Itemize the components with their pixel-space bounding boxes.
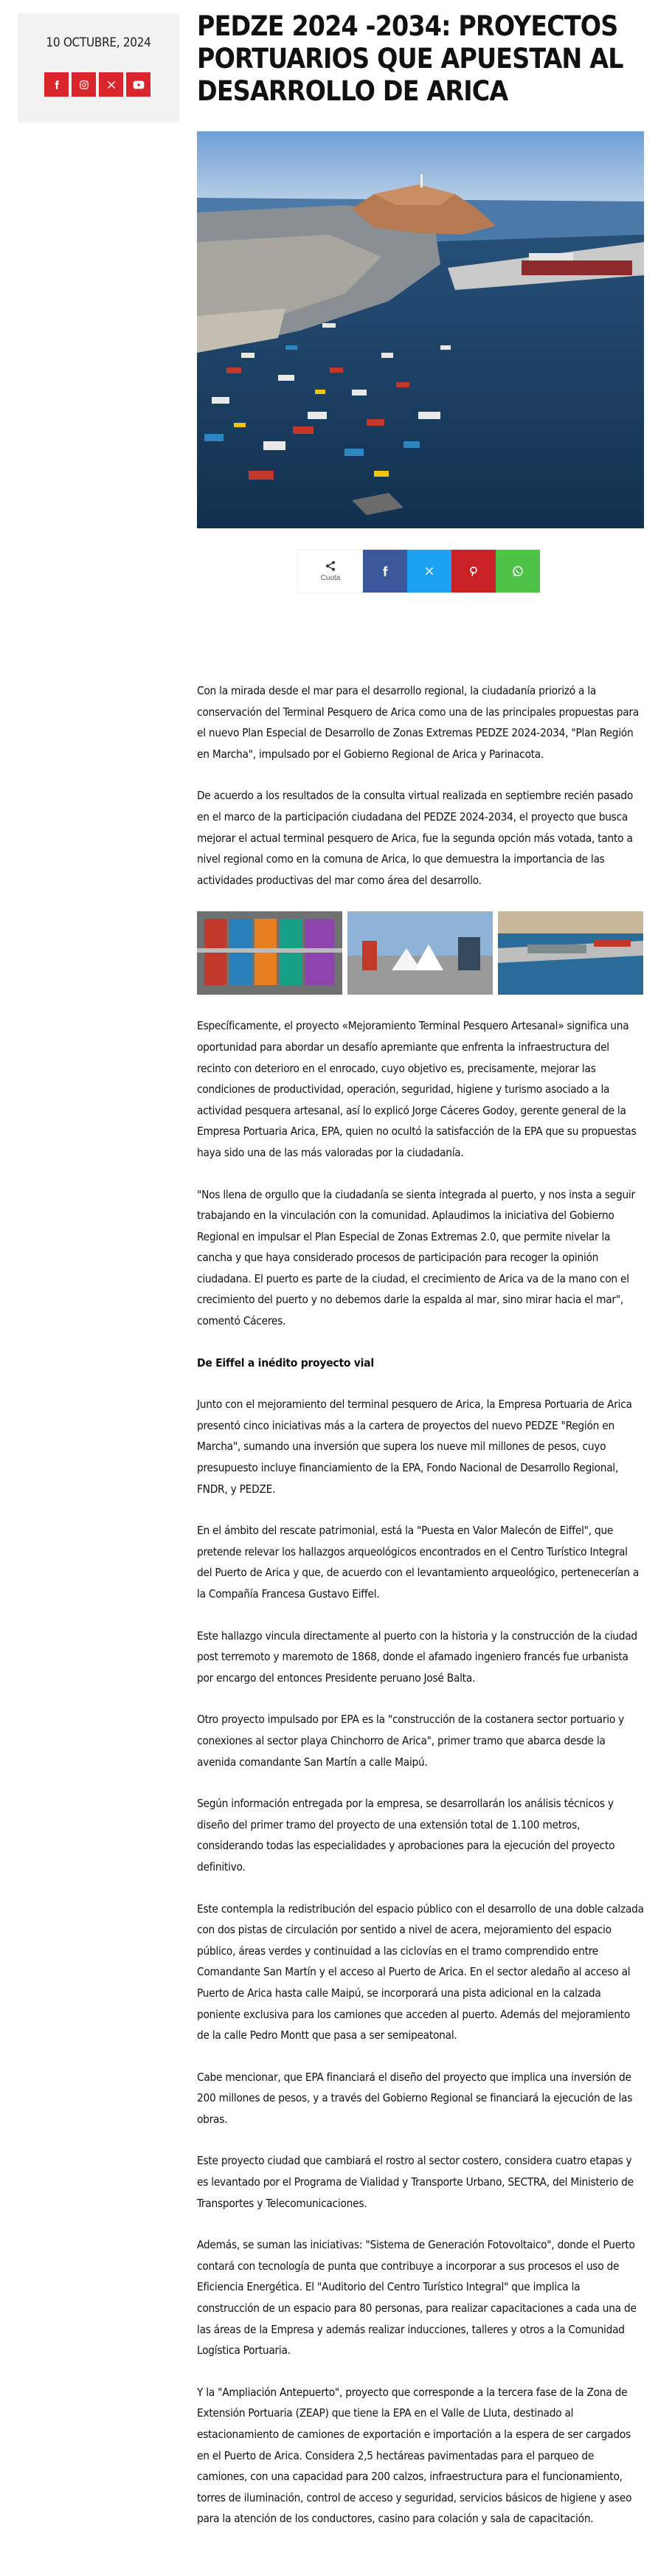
paragraph: Y la "Ampliación Antepuerto", proyecto que corresponde a la tercera fase de la Zona de Extensión Portuaria (ZEAP) que tiene la EPA en el Valle de Lluta, destinado al estacionamiento de camiones de exportación e importación a la espera de ser cargados en el Puerto de Arica. Considera 2,5 hectáreas pavimentadas para el parqueo de camiones, con una capacidad para 200 calzos, infraestructura para el funcionamiento, torres de iluminación, control de acceso y seguridad, servicios básicos de higiene y aseo para la atención de los conductores, casino para colación y sala de capacitación. [197, 2385, 632, 2526]
paragraph: Según información entregada por la empresa, se desarrollarán los análisis técnicos y diseño del primer tramo del proyecto de una extensión total de 1.100 metros, considerando todas las especialidades y aprobaciones para la ejecución del proyecto definitivo. [197, 1797, 615, 1874]
share-x-button[interactable] [407, 550, 451, 593]
paragraph: Otro proyecto impulsado por EPA es la "construcción de la costanera sector portuario y conexiones al sector playa Chinchorro de Arica", primer tramo que abarca desde la avenida comandante San Martín a calle Maipú. [197, 1713, 625, 1769]
paragraph: Este hallazgo vincula directamente al puerto con la historia y la construcción de la ciudad post terremoto y maremoto de 1868, donde el afamado ingeniero francés fue urbanista por encargo del entonces Presidente peruano José Balta. [197, 1629, 637, 1685]
pinterest-icon [468, 565, 479, 577]
paragraph: Junto con el mejoramiento del terminal pesquero de Arica, la Empresa Portuaria de Arica presentó cinco iniciativas más a la cartera de proyectos del nuevo PEDZE "Región en Marcha", sumando una inversión que supera los nueve mil millones de pesos, cuyo presupuesto incluye financiamiento de la EPA, Fondo Nacional de Desarrollo Regional, FNDR, y PEDZE. [197, 1398, 632, 1496]
subheading: De Eiffel a inédito proyecto vial [197, 1356, 374, 1370]
x-icon [106, 80, 117, 90]
share-facebook-button[interactable] [363, 550, 407, 593]
gallery-image-containers[interactable] [197, 911, 342, 995]
image-gallery [197, 911, 644, 995]
article-body [197, 680, 644, 2550]
whatsapp-icon [511, 564, 524, 578]
facebook-link[interactable] [44, 72, 69, 97]
instagram-link[interactable] [72, 72, 96, 97]
paragraph: Este proyecto ciudad que cambiará el rostro al sector costero, considera cuatro etapas y es levantado por el Programa de Vialidad y Transporte Urbano, SECTRA, del Ministerio de Transportes y Telecomunicaciones. [197, 2154, 634, 2210]
youtube-link[interactable] [126, 72, 150, 97]
post-date: 10 OCTUBRE, 2024 [46, 35, 151, 50]
facebook-icon [52, 80, 62, 90]
paragraph: Además, se suman las iniciativas: "Sistema de Generación Fotovoltaico", donde el Puerto contará con tecnología de punta que contribuye a incorporar a sus procesos el uso de Eficiencia Energética. El "Auditorio del Centro Turístico Integral" que implica la construcción de un espacio para 80 personas, para realizar capacitaciones a cada una de las áreas de la Empresa y además realizar inducciones, talleres y otros a la Comunidad Logística Portuaria. [197, 2238, 637, 2358]
facebook-icon [379, 565, 391, 577]
x-icon [424, 566, 434, 576]
paragraph: Cabe mencionar, que EPA financiará el diseño del proyecto que implica una inversión de 200 millones de pesos, y a través del Gobierno Regional se financiará la ejecución de las obras. [197, 2070, 633, 2126]
paragraph: "Nos llena de orgullo que la ciudadanía se sienta integrada al puerto, y nos insta a seguir trabajando en la vinculación con la comunidad. Aplaudimos la iniciativa del Gobierno Regional en impulsar el Plan Especial de Zonas Extremas 2.0, que permite nivelar la cancha y que haya considerado procesos de participación para recoger la opinión ciudadana. El puerto es parte de la ciudad, el crecimiento de Arica va de la mano con el crecimiento del puerto y no debemos darle la espalda al mar, sino mirar hacia el mar", comentó Cáceres. [197, 1187, 635, 1328]
instagram-icon [79, 80, 89, 90]
paragraph: Este contempla la redistribución del espacio público con el desarrollo de una doble calzada con dos pistas de circulación por sentido a nivel de acera, mejoramiento del espacio público, áreas verdes y continuidad a las ciclovías en el tramo comprendido entre Comandante San Martín y el acceso al Puerto de Arica. En el sector aledaño al acceso al Puerto de Arica hasta calle Maipú, se incorporará una pista adicional en la calzada poniente exclusiva para los camiones que acceden al puerto. Además del mejoramiento de la calle Pedro Montt que pasa a ser semipeatonal. [197, 1902, 644, 2043]
article-title: PEDZE 2024 -2034: PROYECTOS PORTUARIOS QUE APUESTAN AL DESARROLLO DE ARICA [197, 10, 623, 107]
date-social-box [18, 13, 179, 122]
share-whatsapp-button[interactable] [496, 550, 540, 593]
x-link[interactable] [99, 72, 123, 97]
gallery-image-terminal[interactable] [347, 911, 493, 995]
share-pinterest-button[interactable] [451, 550, 496, 593]
paragraph: En el ámbito del rescate patrimonial, está la "Puesta en Valor Malecón de Eiffel", que pretende relevar los hallazgos arqueológicos encontrados en el Centro Turístico Integral del Puerto de Arica y que, de acuerdo con el levantamiento arqueológico, pertenecerían a la Compañía Francesa Gustavo Eiffel. [197, 1524, 640, 1600]
share-bar [298, 550, 540, 593]
youtube-icon [133, 80, 145, 90]
social-links [44, 72, 150, 97]
share-label: Cuota [320, 574, 341, 582]
gallery-image-port[interactable] [498, 911, 643, 995]
paragraph: De acuerdo a los resultados de la consulta virtual realizada en septiembre recién pasado en el marco de la participación ciudadana del PEDZE 2024-2034, el proyecto que busca mejorar el actual terminal pesquero de Arica, fue la segunda opción más votada, tanto a nivel regional como en la comuna de Arica, lo que demuestra la importancia de las actividades productivas del mar como área del desarrollo. [197, 789, 634, 887]
paragraph: Específicamente, el proyecto «Mejoramiento Terminal Pesquero Artesanal» significa una oportunidad para abordar un desafío apremiante que enfrenta la infraestructura del recinto con deterioro en el enrocado, cuyo objetivo es, precisamente, mejorar las condiciones de productividad, operación, seguridad, higiene y turismo asociado a la actividad pesquera artesanal, así lo explicó Jorge Cáceres Godoy, gerente general de la Empresa Portuaria Arica, EPA, quien no ocultó la satisfacción de la EPA que su propuestas haya sido una de las más valoradas por la ciudadanía. [197, 1019, 637, 1159]
share-icon [325, 560, 336, 572]
share-count [298, 550, 363, 593]
hero-image [197, 131, 644, 528]
paragraph: Con la mirada desde el mar para el desarrollo regional, la ciudadanía priorizó a la conservación del Terminal Pesquero de Arica como una de las principales propuestas para el nuevo Plan Especial de Desarrollo de Zonas Extremas PEDZE 2024-2034, "Plan Región en Marcha", impulsado por el Gobierno Regional de Arica y Parinacota. [197, 684, 639, 761]
